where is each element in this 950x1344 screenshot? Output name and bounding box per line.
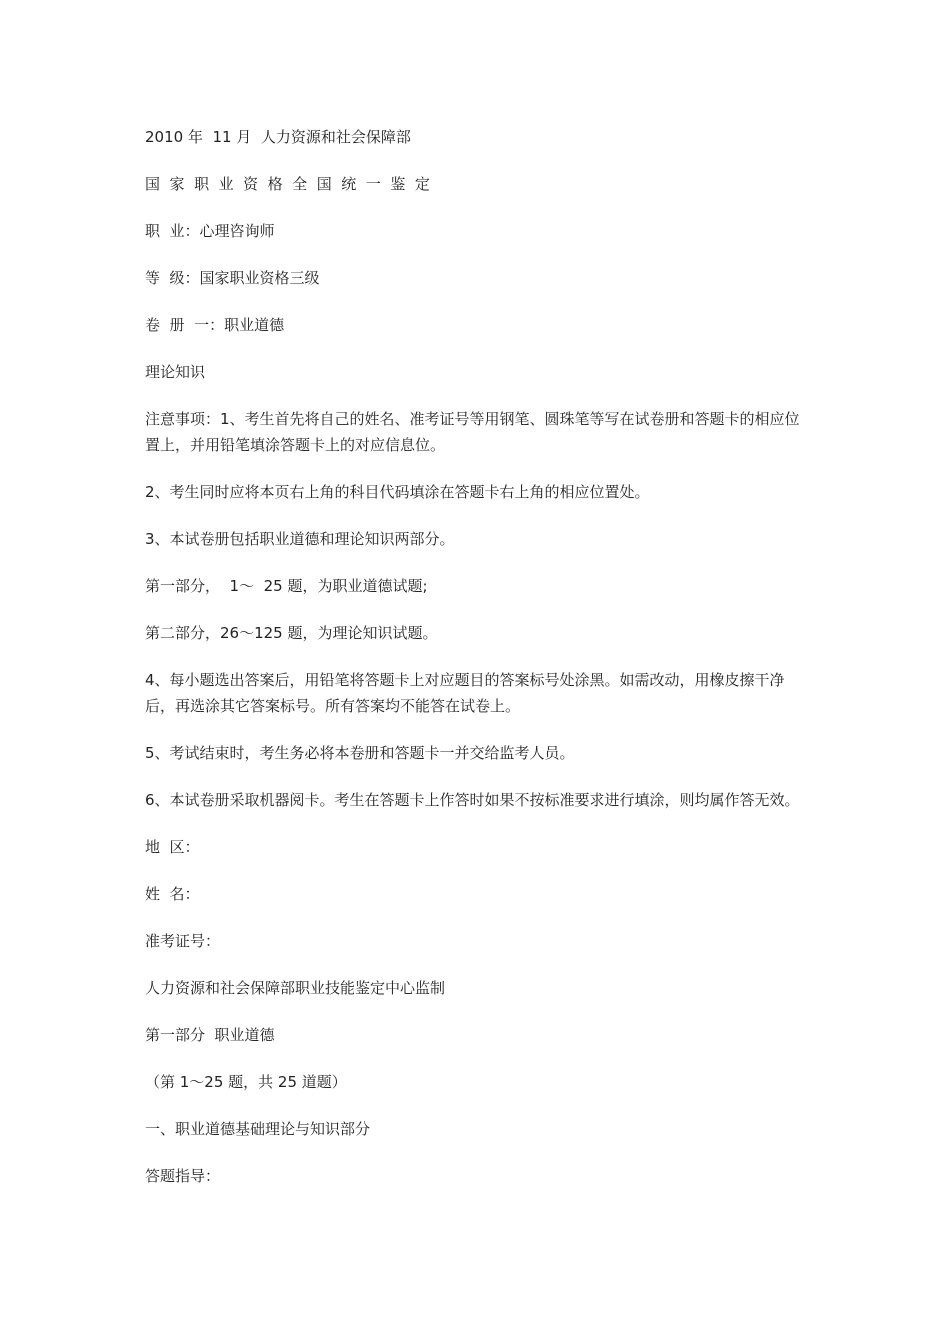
notice-item-3: 3、本试卷册包括职业道德和理论知识两部分。 (145, 530, 455, 548)
volume-line: 卷 册 一：职业道德 (145, 316, 285, 334)
part-one-heading: 第一部分 职业道德 (145, 1026, 275, 1044)
region-field-label: 地 区： (145, 838, 200, 856)
notice-item-5: 5、考试结束时，考生务必将本卷册和答题卡一并交给监考人员。 (145, 744, 575, 762)
notice-item-4: 4、每小题选出答案后，用铅笔将答题卡上对应题目的答案标号处涂黑。如需改动，用橡皮擦干净后，再选涂其它答案标号。所有答案均不能答在试卷上。 (145, 671, 785, 715)
ticket-number-label: 准考证号： (145, 932, 221, 950)
notice-item-1: 注意事项：1、考生首先将自己的姓名、准考证号等用钢笔、圆珠笔等写在试卷册和答题卡的相应位置上，并用铅笔填涂答题卡上的对应信息位。 (145, 410, 800, 454)
document-body (145, 124, 805, 1210)
level-line: 等 级：国家职业资格三级 (145, 269, 320, 287)
notice-item-2: 2、考生同时应将本页右上角的科目代码填涂在答题卡右上角的相应位置处。 (145, 483, 650, 501)
exam-date-header: 2010 年 11 月 人力资源和社会保障部 (145, 128, 411, 146)
part-two-range: 第二部分，26～125 题，为理论知识试题。 (145, 624, 438, 642)
part-one-question-range: （第 1～25 题，共 25 道题） (145, 1073, 347, 1091)
occupation-line: 职 业：心理咨询师 (145, 222, 275, 240)
exam-title: 国 家 职 业 资 格 全 国 统 一 鉴 定 (145, 175, 430, 193)
part-one-range: 第一部分， 1～ 25 题，为职业道德试题; (145, 577, 428, 595)
name-field-label: 姓 名： (145, 885, 200, 903)
answer-guide-heading: 答题指导： (145, 1167, 221, 1185)
subsection-heading: 一、职业道德基础理论与知识部分 (145, 1120, 371, 1138)
issuer-line: 人力资源和社会保障部职业技能鉴定中心监制 (145, 979, 446, 997)
section-theory: 理论知识 (145, 363, 206, 381)
notice-item-6: 6、本试卷册采取机器阅卡。考生在答题卡上作答时如果不按标准要求进行填涂，则均属作答无效。 (145, 791, 800, 809)
